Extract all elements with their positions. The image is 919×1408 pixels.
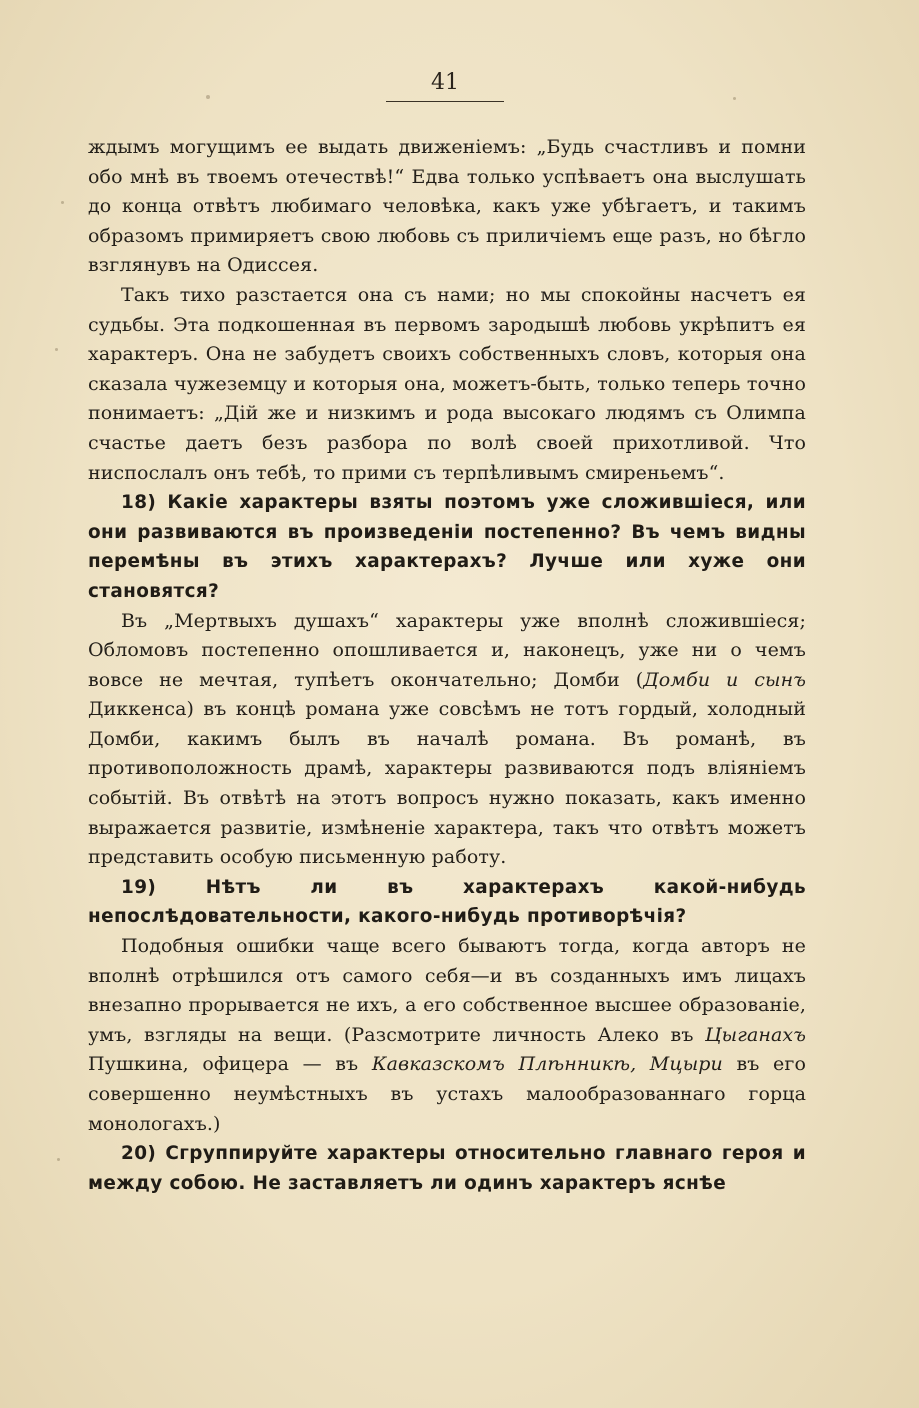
text-run: Подобныя ошибки чаще всего бываютъ тогда, когда авторъ не вполнѣ отрѣшился отъ самого себя—и въ созданныхъ имъ лицахъ внезапно прорывается не ихъ, а его собственное высшее образованіе, умъ, взгляды на вещи. (Разсмотрите личность Алеко въ (88, 935, 806, 1046)
body-paragraph (88, 281, 806, 488)
paper-speck (55, 348, 58, 351)
paper-speck (61, 201, 64, 204)
text-run: Диккенса) въ концѣ романа уже совсѣмъ не тотъ гордый, холодный Домби, какимъ былъ въ началѣ романа. Въ романѣ, въ противоположность драмѣ, характеры развиваются подъ вліяніемъ событій. Въ отвѣтѣ на этотъ вопросъ нужно показать, какъ именно выражается развитіе, измѣненіе характера, такъ что отвѣтъ можетъ представить особую письменную работу. (88, 698, 806, 869)
page-number-rule (386, 101, 504, 102)
body-paragraph (88, 607, 806, 873)
paper-speck (57, 1158, 60, 1161)
page-number: 41 (431, 70, 459, 95)
italic-title: Цыганахъ (705, 1023, 806, 1046)
italic-title: Домби и сынъ (643, 668, 806, 691)
body-paragraph (88, 133, 806, 281)
text-run: Пушкина, офицера — въ (88, 1053, 372, 1076)
paper-speck (206, 95, 210, 99)
text-run: 20) Сгруппируйте характеры относительно главнаго героя и между собою. Не заставляетъ ли одинъ характеръ яснѣе (88, 1143, 806, 1194)
paper-speck (733, 97, 736, 100)
text-run: Такъ тихо разстается она съ нами; но мы спокойны насчетъ ея судьбы. Эта подкошенная въ первомъ зародышѣ любовь укрѣпитъ ея характеръ. Она не забудетъ своихъ собственныхъ словъ, которыя она сказала чужеземцу и которыя она, можетъ-быть, только теперь точно понимаетъ: „Дій же и низкимъ и рода высокаго людямъ съ Олимпа счастье даетъ безъ разбора по волѣ своей прихотливой. Что ниспослалъ онъ тебѣ, то прими съ терпѣливымъ смиреньемъ“. (88, 283, 806, 484)
text-run: 18) Какіе характеры взяты поэтомъ уже сложившіеся, или они развиваются въ произведеніи постепенно? Въ чемъ видны перемѣны въ этихъ характерахъ? Лучше или хуже они становятся? (88, 492, 806, 602)
text-run: Въ „Мертвыхъ душахъ“ характеры уже вполнѣ сложившіеся; Обломовъ постепенно опошливается и, наконецъ, уже ни о чемъ вовсе не мечтая, тупѣетъ окончательно; Домби ( (88, 609, 806, 691)
question-heading (88, 873, 806, 932)
page-body (88, 133, 806, 1198)
question-heading (88, 488, 806, 606)
italic-title: Кавказскомъ Плѣнникѣ, Мцыри (371, 1053, 723, 1076)
body-paragraph (88, 932, 806, 1139)
text-run: въ его совершенно неумѣстныхъ въ устахъ малообразованнаго горца монологахъ.) (88, 1053, 806, 1135)
text-run: ждымъ могущимъ ее выдать движеніемъ: „Будь счастливъ и помни обо мнѣ въ твоемъ отечествѣ!“ Едва только успѣваетъ она выслушать до конца отвѣтъ любимаго человѣка, какъ уже убѣгаетъ, и такимъ образомъ примиряетъ свою любовь съ приличіемъ еще разъ, но бѣгло взглянувъ на Одиссея. (88, 136, 806, 277)
text-run: 19) Нѣтъ ли въ характерахъ какой-нибудь непослѣдовательности, какого-нибудь противорѣчія? (88, 876, 806, 928)
question-heading (88, 1139, 806, 1198)
